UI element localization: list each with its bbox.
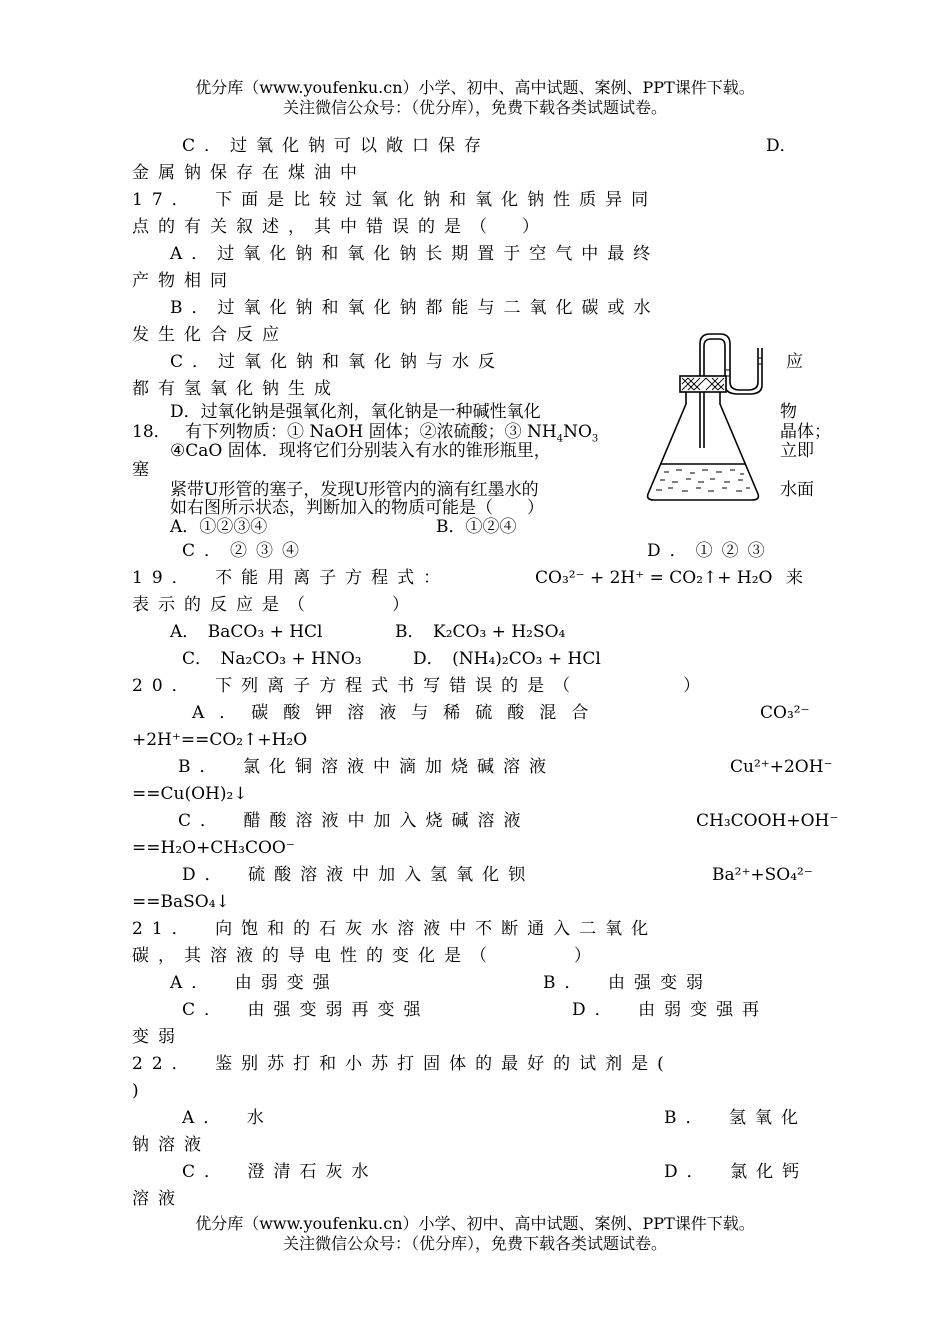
q20-option-d-eq: Ba²⁺+SO₄²⁻ [712, 865, 813, 885]
q18-line-4: 如右图所示状态，判断加入的物质可能是（ ） [170, 498, 544, 518]
q18-option-d: D．①②③ [647, 541, 774, 561]
q19-option-c: C． Na₂CO₃ + HNO₃ [182, 649, 362, 669]
q20-option-a-2: +2H⁺==CO₂↑+H₂O [132, 730, 308, 750]
q20-option-b-eq: Cu²⁺+2OH⁻ [730, 757, 833, 777]
q18-number: 18． [132, 422, 171, 442]
q18-line-1-end: 晶体； [780, 422, 831, 442]
q21-option-d-2: 变弱 [132, 1027, 184, 1047]
q18-line-2-end: 立即 [780, 441, 814, 461]
q18-line-3-end: 水面 [780, 480, 814, 500]
q17-option-c-2: 都有氢氧化钠生成 [132, 379, 340, 399]
q20-option-c-2: ==H₂O+CH₃COO⁻ [132, 838, 295, 858]
q21-option-a: A． 由弱变强 [170, 973, 339, 993]
header-line-1: 优分库（www.youfenku.cn）小学、初中、高中试题、案例、PPT课件下载。 [195, 78, 755, 97]
q19-stem-2: 表示的反应是（ ） [132, 595, 418, 615]
q22-option-c: C． 澄清石灰水 [182, 1162, 378, 1182]
q18-option-b: B．①②④ [436, 517, 517, 537]
q18-option-c: C．②③④ [182, 541, 309, 561]
q20-option-b-1: B． 氯化铜溶液中滴加烧碱溶液 [178, 757, 555, 777]
q17-option-a-2: 产物相同 [132, 271, 236, 291]
q22-option-b-2: 钠溶液 [132, 1135, 210, 1155]
footer-line-1: 优分库（www.youfenku.cn）小学、初中、高中试题、案例、PPT课件下载。 [195, 1214, 755, 1233]
q22-stem-1: 22． 鉴别苏打和小苏打固体的最好的试剂是( [132, 1054, 673, 1074]
q20-option-d-1: D． 硫酸溶液中加入氢氧化钡 [182, 865, 535, 885]
header-line-2: 关注微信公众号：（优分库），免费下载各类试题试卷。 [282, 98, 667, 117]
q17-option-d-1: D．过氧化钠是强氧化剂，氧化钠是一种碱性氧化 [170, 402, 541, 422]
q18-line-1: 有下列物质：① NaOH 固体；②浓硫酸；③ $NH_4NO_3$ [185, 422, 599, 445]
q19-option-d: D． (NH₄)₂CO₃ + HCl [413, 649, 601, 669]
q21-option-d-1: D． 由弱变强再 [572, 1000, 769, 1020]
q22-option-b-1: B． 氢氧化 [664, 1108, 807, 1128]
q22-stem-2: ) [132, 1081, 139, 1101]
q18-option-a: A．①②③④ [170, 517, 268, 537]
q16-option-c: C．过氧化钠可以敞口保存 [182, 136, 491, 156]
erlenmeyer-flask-with-u-tube-diagram [640, 330, 770, 508]
q16-option-d-text: 金属钠保存在煤油中 [132, 163, 366, 183]
q22-option-d-2: 溶液 [132, 1189, 184, 1209]
q19-option-a: A． BaCO₃ + HCl [170, 622, 323, 642]
q21-option-b: B． 由强变弱 [543, 973, 712, 993]
q17-option-b-2: 发生化合反应 [132, 325, 288, 345]
q20-option-a-1: A．碳酸钾溶液与稀硫酸混合 [192, 703, 604, 723]
q18-line-3: 紧带U形管的塞子，发现U形管内的滴有红墨水的 [170, 480, 539, 500]
q18-line-2: ④CaO 固体．现将它们分别装入有水的锥形瓶里， [170, 441, 551, 461]
q16-option-d-label: D． [766, 136, 797, 156]
q17-stem-1: 17． 下面是比较过氧化钠和氧化钠性质异同 [132, 190, 658, 210]
q20-option-c-eq: CH₃COOH+OH⁻ [696, 811, 839, 831]
q17-option-d-end: 物 [780, 402, 797, 422]
q17-option-a-1: A．过氧化钠和氧化钠长期置于空气中最终 [170, 244, 660, 264]
q22-option-d-1: D． 氯化钙 [664, 1162, 809, 1182]
q17-stem-2: 点的有关叙述，其中错误的是（ ） [132, 217, 548, 237]
q20-option-d-2: ==BaSO₄↓ [132, 892, 230, 912]
q18-line-2-pre: 塞 [132, 460, 149, 480]
q20-stem: 20． 下列离子方程式书写错误的是（ ） [132, 676, 710, 696]
q20-option-b-2: ==Cu(OH)₂↓ [132, 784, 248, 804]
q19-stem-1: 19． 不能用离子方程式： [132, 568, 450, 588]
q22-option-a: A． 水 [182, 1108, 273, 1128]
q19-option-b: B． K₂CO₃ + H₂SO₄ [395, 622, 566, 642]
q19-stem-end: 来 [786, 568, 803, 588]
q21-option-c: C． 由强变弱再变强 [182, 1000, 430, 1020]
q21-stem-2: 碳，其溶液的导电性的变化是（ ） [132, 946, 600, 966]
q21-stem-1: 21． 向饱和的石灰水溶液中不断通入二氧化 [132, 919, 658, 939]
q20-option-a-eq: CO₃²⁻ [760, 703, 810, 723]
footer-line-2: 关注微信公众号：（优分库），免费下载各类试题试卷。 [282, 1234, 667, 1253]
q19-equation: CO₃²⁻ + 2H⁺ = CO₂↑+ H₂O [535, 568, 773, 588]
q17-option-b-1: B．过氧化钠和氧化钠都能与二氧化碳或水 [170, 298, 660, 318]
q17-option-c-1: C．过氧化钠和氧化钠与水反 [170, 352, 505, 372]
q17-option-c-end: 应 [786, 352, 803, 372]
q20-option-c-1: C． 醋酸溶液中加入烧碱溶液 [178, 811, 530, 831]
